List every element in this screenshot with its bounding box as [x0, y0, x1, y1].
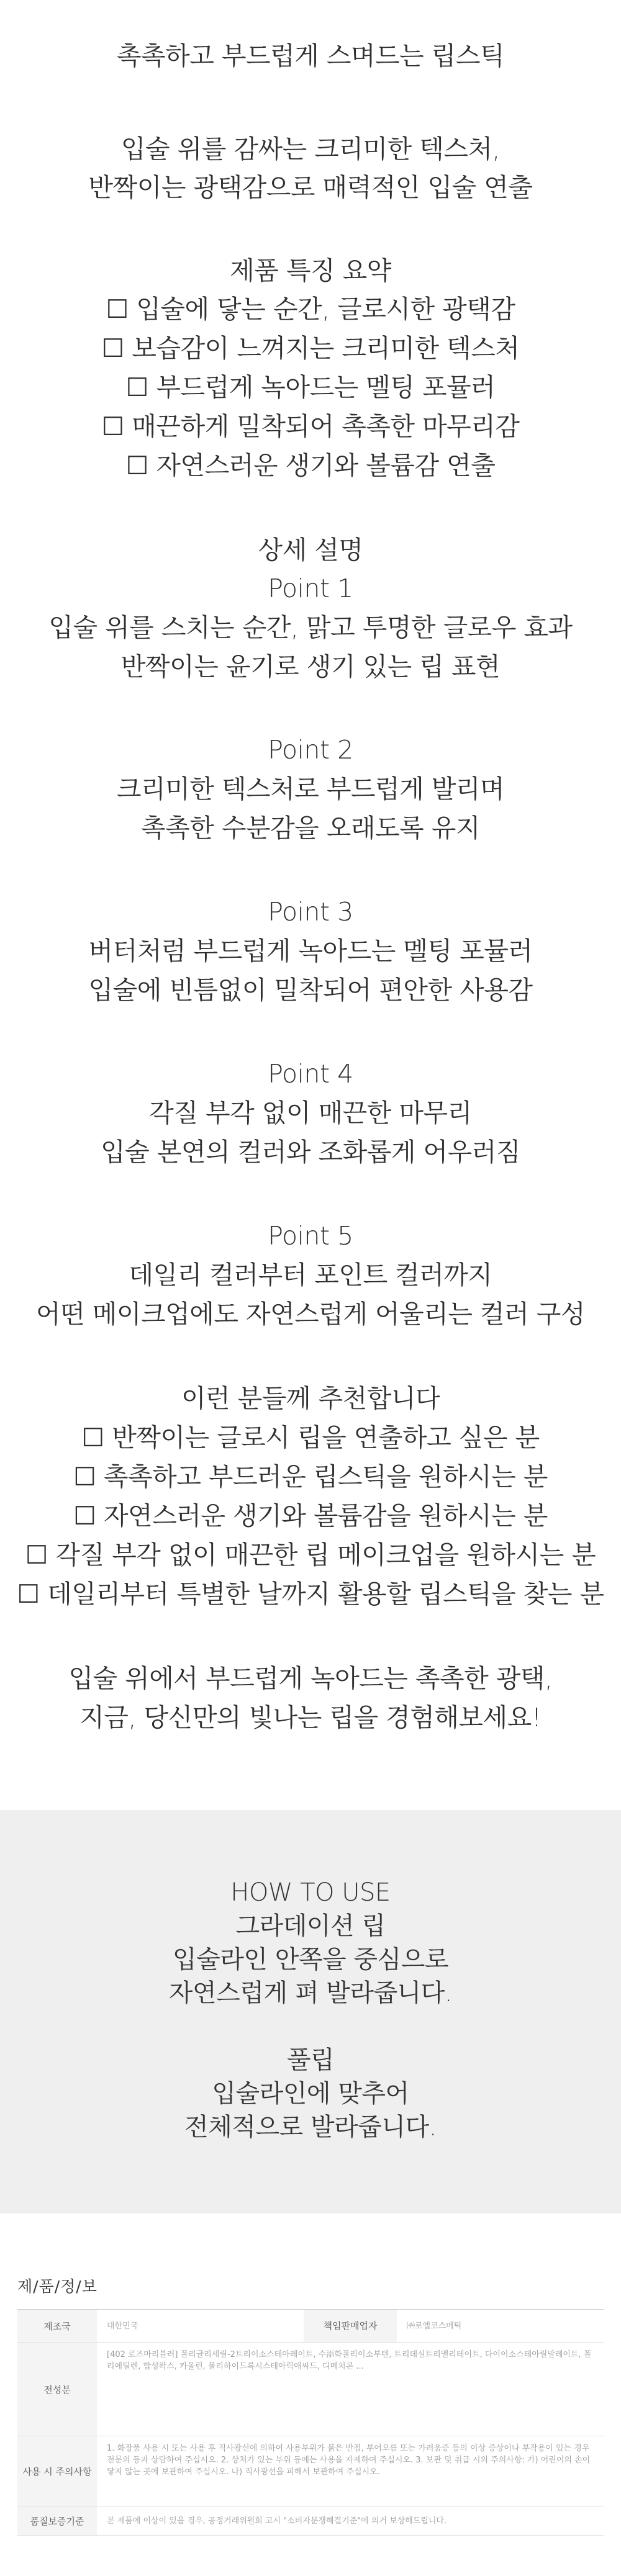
- method-text: 입술라인에 맞추어: [212, 2079, 409, 2108]
- point-text: 데일리 컬러부터 포인트 컬러까지: [129, 1260, 492, 1290]
- method-text: 전체적으로 발라줍니다.: [184, 2113, 437, 2141]
- caution-label: 사용 시 주의사항: [17, 2436, 97, 2506]
- quality-label: 품질보증기준: [17, 2506, 97, 2535]
- feature-item: ☐ 자연스러운 생기와 볼륨감 연출: [125, 451, 496, 480]
- closing-line-1: 입술 위에서 부드럽게 녹아드는 촉촉한 광택,: [68, 1664, 553, 1693]
- recommend-item: ☐ 촉촉하고 부드러운 립스틱을 원하시는 분: [73, 1462, 548, 1492]
- point-label: Point 5: [268, 1221, 353, 1251]
- method-name: 그라데이션 립: [235, 1912, 386, 1940]
- recommend-item: ☐ 자연스러운 생기와 볼륨감을 원하시는 분: [73, 1501, 548, 1531]
- method-name: 풀립: [286, 2046, 335, 2074]
- recommend-item: ☐ 데일리부터 특별한 날까지 활용할 립스틱을 찾는 분: [17, 1579, 604, 1609]
- recommend-item: ☐ 각질 부각 없이 매끈한 립 메이크업을 원하시는 분: [25, 1540, 596, 1570]
- point-label: Point 1: [268, 574, 353, 603]
- feature-item: ☐ 매끈하게 밀착되어 촉촉한 마무리감: [101, 412, 520, 441]
- ingredients-label: 전성분: [17, 2343, 97, 2436]
- closing-line-2: 지금, 당신만의 빛나는 립을 경험해보세요!: [79, 1703, 542, 1732]
- headline: 촉촉하고 부드럽게 스며드는 립스틱: [116, 41, 505, 71]
- details-title: 상세 설명: [258, 535, 363, 565]
- howto-title: HOW TO USE: [230, 1878, 391, 1907]
- table-row: [17, 2436, 604, 2506]
- point-text: 크리미한 텍스처로 부드럽게 발리며: [116, 774, 505, 804]
- method-text: 자연스럽게 펴 발라줍니다.: [168, 1979, 453, 2007]
- point-text: 입술 위를 스치는 순간, 맑고 투명한 글로우 효과: [48, 613, 573, 642]
- info-title: 제/품/정/보: [17, 2277, 97, 2295]
- maker-value: 대한민국: [107, 2321, 138, 2331]
- tagline-line-2: 반짝이는 광택감으로 매력적인 입술 연출: [88, 173, 533, 202]
- method-text: 입술라인 안쪽을 중심으로: [173, 1945, 448, 1974]
- product-info-section: [0, 2213, 621, 2576]
- point-text: 각질 부각 없이 매끈한 마무리: [149, 1098, 472, 1128]
- tagline-line-1: 입술 위를 감싸는 크리미한 텍스처,: [120, 134, 501, 164]
- seller-label: 책임판매업자: [304, 2310, 397, 2342]
- point-text: 반짝이는 윤기로 생기 있는 립 표현: [120, 652, 501, 682]
- feature-item: ☐ 입술에 닿는 순간, 글로시한 광택감: [106, 294, 515, 324]
- point-text: 입술에 빈틈없이 밀착되어 편안한 사용감: [88, 975, 533, 1005]
- caution-value: 1. 화장품 사용 시 또는 사용 후 직사광선에 의하여 사용부위가 붉은 반점, 부어오름 또는 가려움증 등의 이상 증상이나 부작용이 있는 경우 전문의 등과 상담하여 주십시오. 2. 상처가 있는 부위 등에는 사용을 자제하여 주십시오. 3. 보관 및 취급 시의 주의사항: 가) 어린이의 손이 닿지 않는 곳에 보관하여 주십시오. 나) 직사광선을 피해서 보관하여 주십시오.: [107, 2444, 591, 2477]
- point-label: Point 2: [268, 735, 353, 765]
- table-row: [17, 2506, 604, 2536]
- quality-value: 본 제품에 이상이 있을 경우, 공정거래위원회 고시 "소비자분쟁해결기준"에 의거 보상해드립니다.: [107, 2516, 447, 2526]
- recommend-item: ☐ 반짝이는 글로시 립을 연출하고 싶은 분: [81, 1423, 540, 1452]
- feature-item: ☐ 보습감이 느껴지는 크리미한 텍스처: [101, 333, 520, 363]
- table-row: [17, 2343, 604, 2436]
- recommend-title: 이런 분들께 추천합니다: [181, 1384, 440, 1413]
- how-to-use-section: [0, 1810, 621, 2213]
- feature-item: ☐ 부드럽게 녹아드는 멜팅 포뮬러: [125, 372, 496, 402]
- features-title: 제품 특징 요약: [230, 256, 391, 286]
- point-text: 어떤 메이크업에도 자연스럽게 어울리는 컬러 구성: [36, 1299, 585, 1329]
- point-text: 촉촉한 수분감을 오래도록 유지: [141, 813, 480, 843]
- point-label: Point 3: [268, 897, 353, 927]
- info-table: [17, 2309, 604, 2536]
- point-label: Point 4: [268, 1059, 353, 1089]
- maker-label: 제조국: [17, 2310, 97, 2342]
- table-row: [17, 2310, 604, 2343]
- point-text: 버터처럼 부드럽게 녹아드는 멜팅 포뮬러: [88, 936, 533, 966]
- ingredients-value: [402 로즈마리블러] 폴리글리세릴-2트리이소스테아레이트, 수添화폴리이소부텐, 트리데실트리멜리테이트, 다이이소스테아릴말레이트, 폴리에틸렌, 합성왁스, 카올린, 폴리하이드록시스테아릭애씨드, 디메치콘 ...: [107, 2350, 592, 2371]
- seller-value: ㈜로엘코스메틱: [407, 2321, 462, 2331]
- point-text: 입술 본연의 컬러와 조화롭게 어우러짐: [101, 1137, 520, 1167]
